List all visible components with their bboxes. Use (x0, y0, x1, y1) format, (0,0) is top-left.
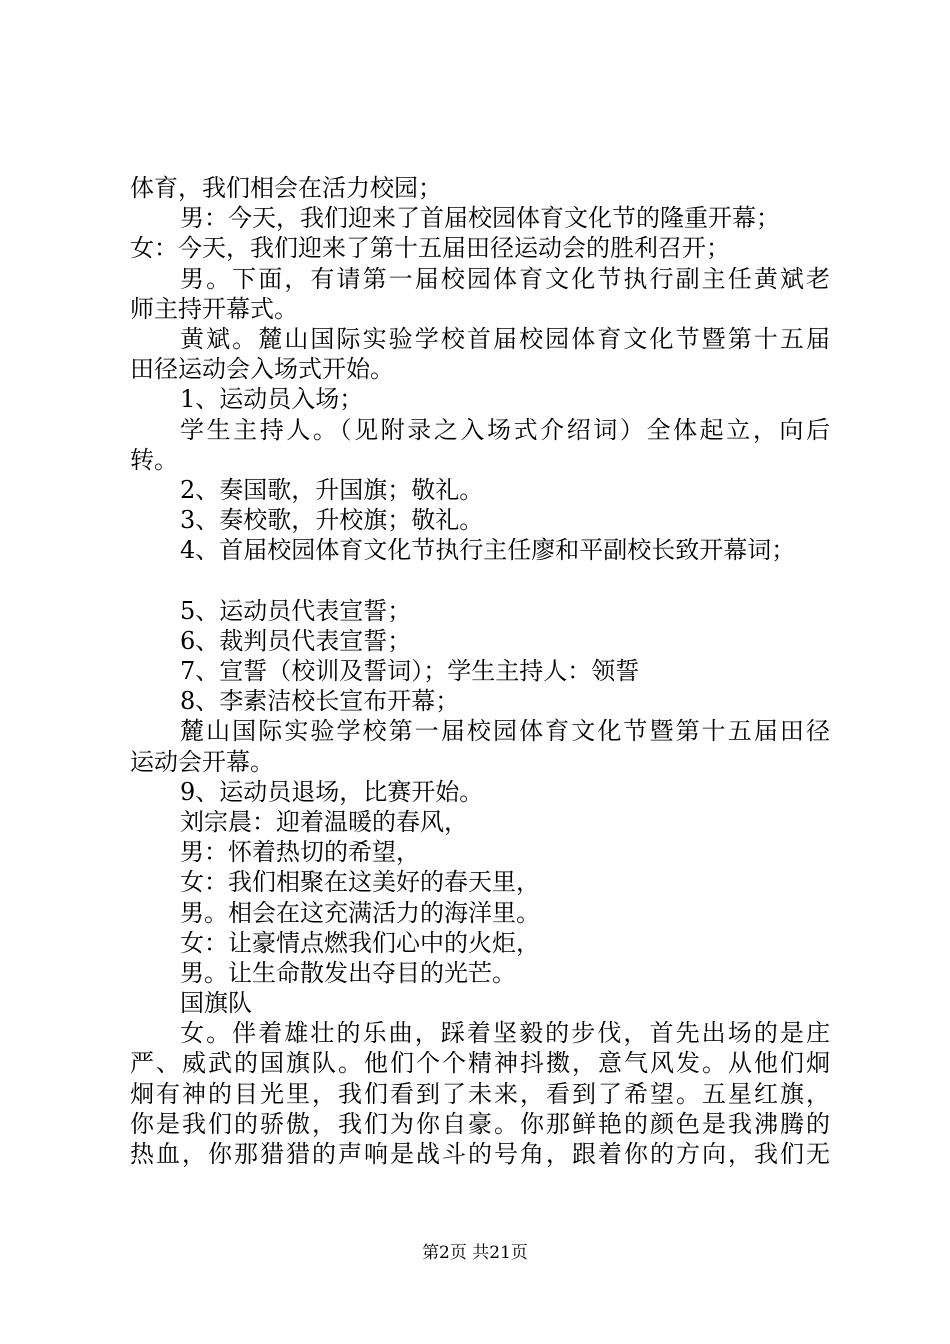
page-number-footer: 第2页 共21页 (422, 1243, 528, 1263)
text-line: 女。伴着雄壮的乐曲，踩着坚毅的步伐，首先出场的是庄 (180, 1019, 830, 1048)
text-line: 刘宗晨：迎着温暖的春风， (180, 807, 468, 836)
text-line: 炯有神的目光里，我们看到了未来，看到了希望。五星红旗， (130, 1079, 830, 1108)
text-line: 麓山国际实验学校第一届校园体育文化节暨第十五届田径 (180, 717, 830, 746)
text-line: 8、李素洁校长宣布开幕； (180, 687, 460, 716)
text-line: 3、奏校歌，升校旗；敬礼。 (180, 506, 484, 535)
text-line: 国旗队 (180, 989, 252, 1018)
text-line: 热血，你那猎猎的声响是战斗的号角，跟着你的方向，我们无 (130, 1140, 830, 1168)
text-line: 女：今天，我们迎来了第十五届田径运动会的胜利召开； (130, 234, 730, 263)
text-line: 1、运动员入场； (180, 385, 364, 414)
text-line: 黄斌。麓山国际实验学校首届校园体育文化节暨第十五届 (180, 324, 830, 353)
text-line: 田径运动会入场式开始。 (130, 355, 394, 384)
text-line: 男：怀着热切的希望， (180, 838, 420, 867)
text-line: 体育，我们相会在活力校园； (130, 174, 442, 202)
text-line: 学生主持人。（见附录之入场式介绍词）全体起立，向后 (180, 415, 830, 444)
text-line: 严、威武的国旗队。他们个个精神抖擞，意气风发。从他们炯 (130, 1049, 830, 1078)
text-line: 男。相会在这充满活力的海洋里。 (180, 898, 540, 927)
text-line: 2、奏国歌，升国旗；敬礼。 (180, 475, 484, 504)
text-line: 男。让生命散发出夺目的光芒。 (180, 958, 516, 987)
text-line: 女：让豪情点燃我们心中的火炬， (180, 928, 540, 957)
text-line: 4、首届校园体育文化节执行主任廖和平副校长致开幕词； (180, 536, 796, 565)
text-line: 女：我们相聚在这美好的春天里， (180, 868, 540, 897)
text-line: 6、裁判员代表宣誓； (180, 626, 412, 655)
text-line: 男。下面，有请第一届校园体育文化节执行副主任黄斌老 (180, 264, 830, 293)
text-line: 男：今天，我们迎来了首届校园体育文化节的隆重开幕； (180, 204, 780, 233)
text-line: 转。 (130, 445, 178, 474)
text-line: 5、运动员代表宣誓； (180, 596, 412, 625)
document-body (130, 173, 830, 1169)
text-line: 运动会开幕。 (130, 747, 274, 776)
text-line: 9、运动员退场，比赛开始。 (180, 777, 484, 806)
blank-line (130, 565, 830, 595)
text-line: 7、宣誓（校训及誓词）；学生主持人：领誓 (180, 657, 640, 685)
text-line: 师主持开幕式。 (130, 294, 298, 323)
text-line: 你是我们的骄傲，我们为你自豪。你那鲜艳的颜色是我沸腾的 (130, 1109, 830, 1138)
